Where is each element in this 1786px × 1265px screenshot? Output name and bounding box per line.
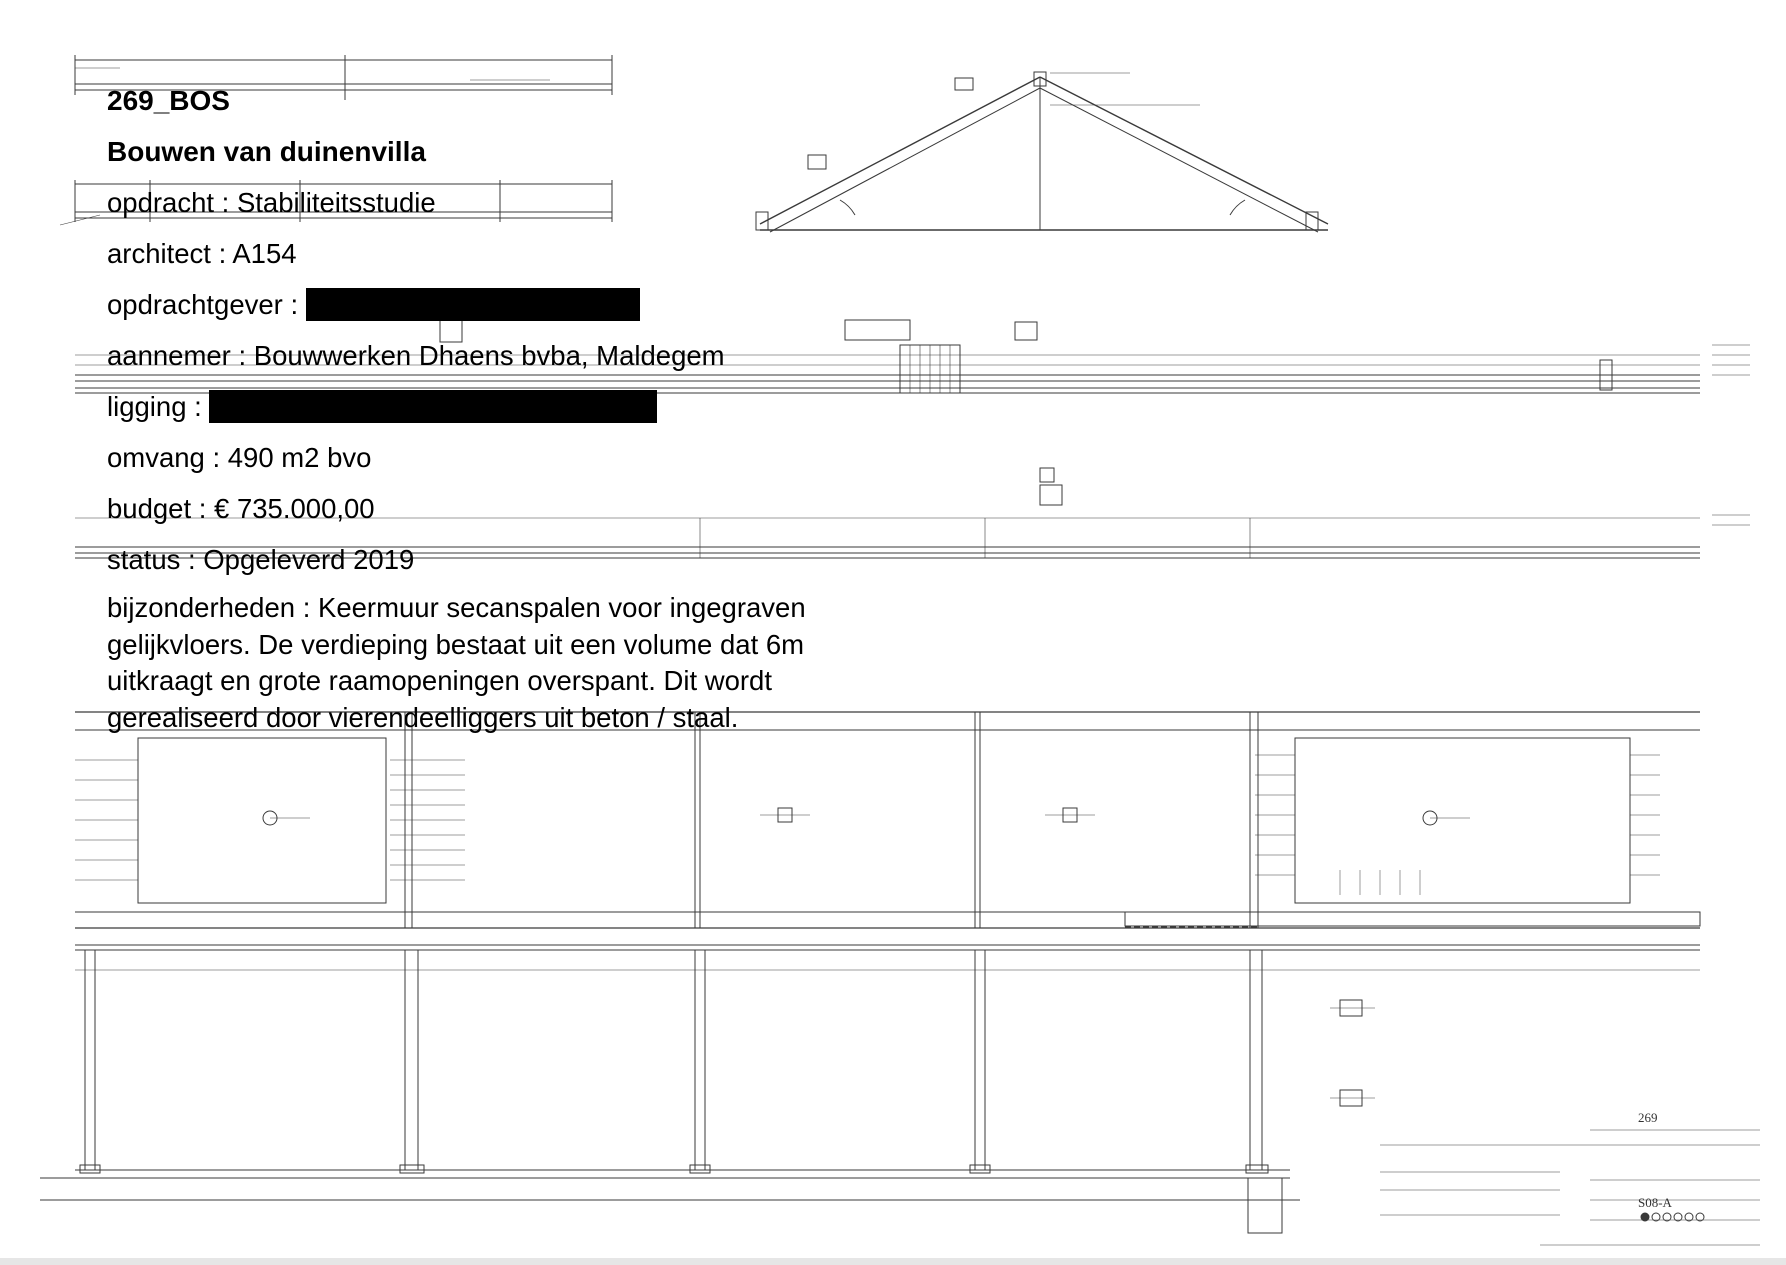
budget-line: budget : € 735.000,00 [107, 493, 375, 524]
section-details [1330, 1000, 1375, 1106]
vierendeel-frame-elevation [75, 712, 1700, 928]
project-name: Bouwen van duinenvilla [107, 136, 426, 167]
titleblock-sheet: S08-A [1638, 1195, 1672, 1210]
titleblock-number: 269 [1638, 1110, 1658, 1125]
omvang-line: omvang : 490 m2 bvo [107, 442, 372, 473]
architect-line: architect : A154 [107, 238, 297, 269]
title-block [1380, 1130, 1760, 1245]
bijzonderheden-text: bijzonderheden : Keermuur secanspalen voor ingegraven gelijkvloers. De verdieping bestaat uit een volume dat 6m uitkraagt en grote raamopeningen overspant. Dit wordt gerealiseerd door vierendeelliggers uit beton / staal. [107, 592, 806, 733]
aannemer-line: aannemer : Bouwwerken Dhaens bvba, Maldegem [107, 340, 725, 371]
status-line: status : Opgeleverd 2019 [107, 544, 415, 575]
ligging-label: ligging : [107, 391, 202, 422]
project-info-panel [107, 80, 907, 736]
ligging-line [107, 386, 907, 437]
opdrachtgever-label: opdrachtgever : [107, 289, 299, 320]
opdrachtgever-redaction [306, 288, 640, 321]
opdracht-line: opdracht : Stabiliteitsstudie [107, 187, 436, 218]
sheet-bottom-edge [0, 1258, 1786, 1265]
project-code: 269_BOS [107, 85, 230, 116]
opdrachtgever-line [107, 284, 907, 335]
ligging-redaction [209, 390, 657, 423]
